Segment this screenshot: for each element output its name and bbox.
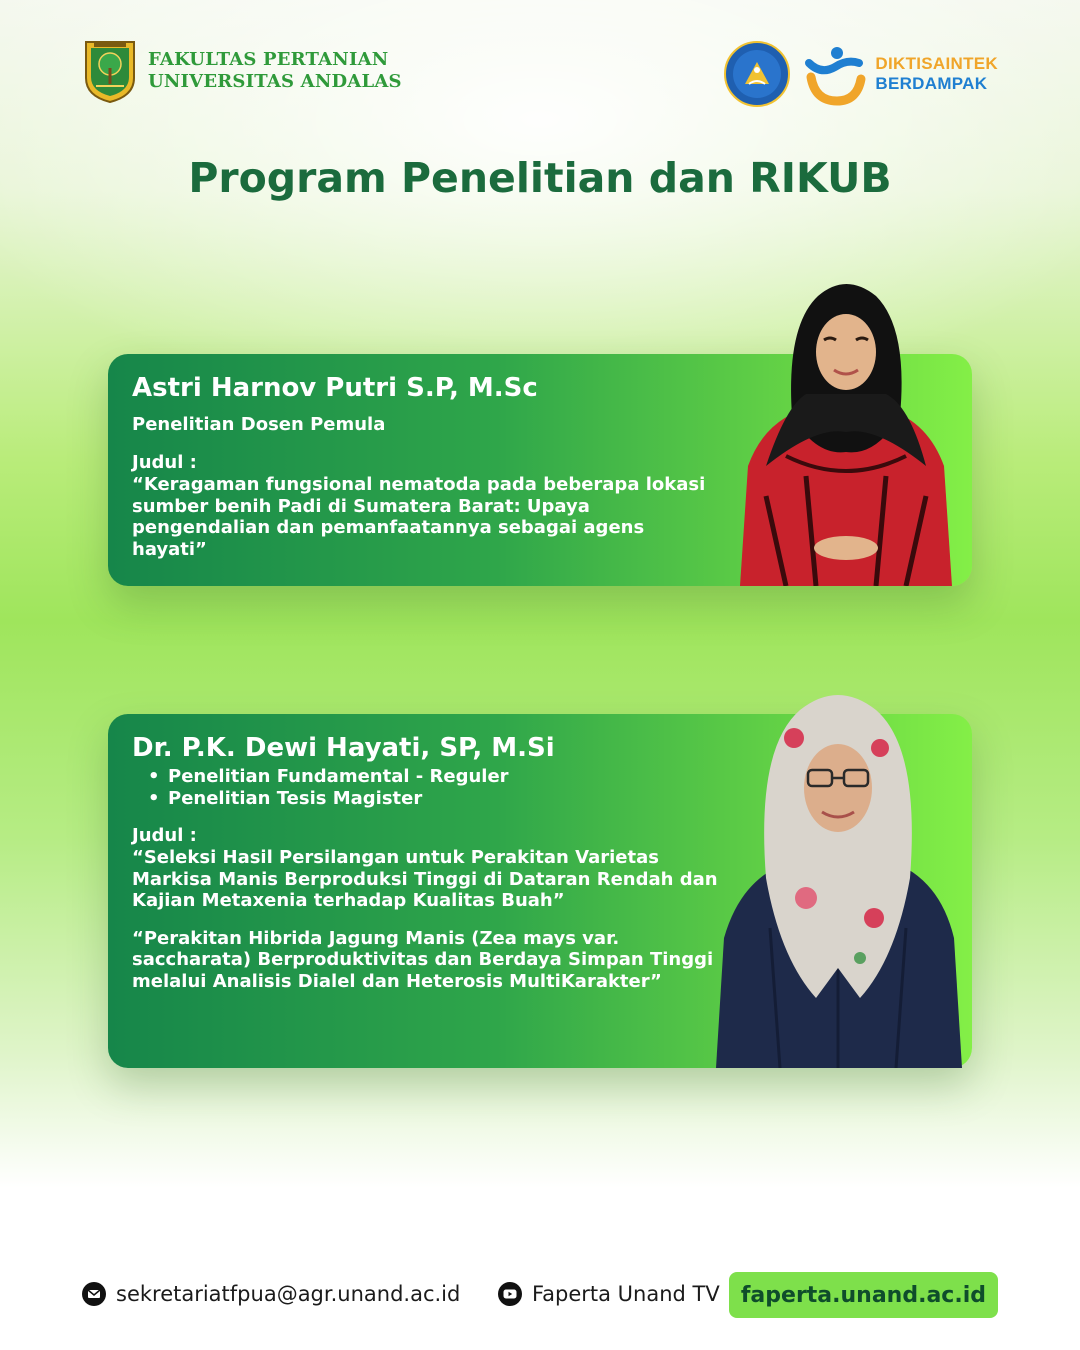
research-title: “Seleksi Hasil Persilangan untuk Perakitan Varietas Markisa Manis Berproduksi Tinggi di Dataran Rendah dan Kajian Metaxenia terhadap Kualitas Buah”: [132, 847, 718, 911]
research-program: Penelitian Dosen Pemula: [132, 414, 386, 435]
youtube-icon: [498, 1282, 522, 1306]
research-program-item: • Penelitian Tesis Magister: [144, 788, 722, 810]
judul-label: Judul :: [132, 825, 197, 846]
footer-youtube[interactable]: [498, 1282, 720, 1306]
diktisaintek-logo-icon: [801, 41, 867, 107]
tut-wuri-handayani-icon: [723, 40, 791, 108]
researcher-portrait-1: [726, 266, 966, 586]
research-title: “Keragaman fungsional nematoda pada beberapa lokasi sumber benih Padi di Sumatera Barat: Upaya pengendalian dan pemanfaatannya sebagai agens hayati”: [132, 474, 706, 560]
footer: [82, 1272, 998, 1318]
research-program-item: • Penelitian Fundamental - Reguler: [144, 766, 722, 788]
email-icon: [82, 1282, 106, 1306]
email-address: sekretariatfpua@agr.unand.ac.id: [116, 1282, 461, 1306]
researcher-card-2: [108, 714, 972, 1068]
youtube-channel: Faperta Unand TV: [532, 1282, 720, 1306]
partner-line-1: DIKTISAINTEK: [875, 54, 998, 73]
researcher-portrait-2: [710, 668, 966, 1068]
researcher-card-1: [108, 354, 972, 586]
institution-line-2: UNIVERSITAS ANDALAS: [148, 71, 402, 92]
website-badge[interactable]: faperta.unand.ac.id: [729, 1272, 998, 1318]
research-program-list: [144, 766, 722, 809]
footer-email[interactable]: [82, 1282, 460, 1306]
researcher-name: Astri Harnov Putri S.P, M.Sc: [132, 373, 538, 403]
researcher-name: Dr. P.K. Dewi Hayati, SP, M.Si: [132, 733, 555, 763]
research-title: “Perakitan Hibrida Jagung Manis (Zea mays var. saccharata) Berproduktivitas dan Berdaya Simpan Tinggi melalui Analisis Dialel dan Heterosis MultiKarakter”: [132, 927, 714, 992]
page-title: Program Penelitian dan RIKUB: [188, 154, 892, 202]
partner-line-2: BERDAMPAK: [875, 74, 988, 93]
institution-line-1: FAKULTAS PERTANIAN: [148, 49, 389, 70]
judul-label: Judul :: [132, 452, 197, 473]
unand-seal-icon: [82, 38, 138, 104]
partner-logos: [723, 40, 998, 108]
faculty-brand: [82, 38, 402, 104]
